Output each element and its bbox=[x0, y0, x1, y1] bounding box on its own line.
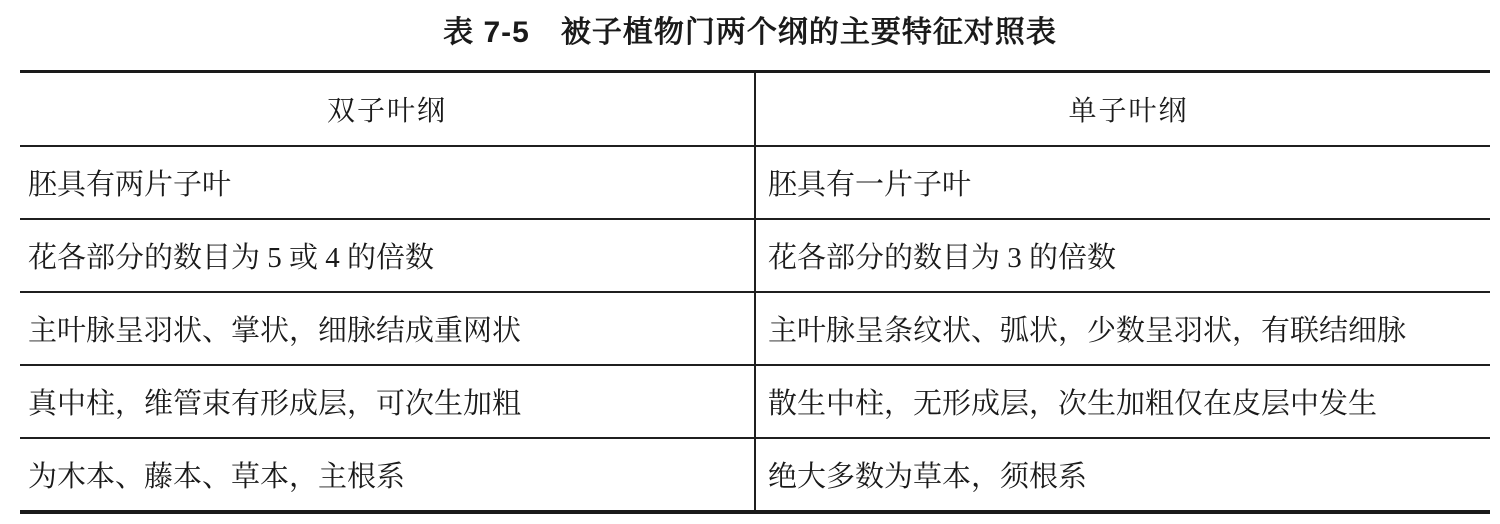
table-row bbox=[20, 438, 1490, 512]
column-header-dicotyledons: 双子叶纲 bbox=[20, 72, 755, 147]
table-row bbox=[20, 146, 1490, 219]
cell-dicot-habit-roots: 为木本、藤本、草本，主根系 bbox=[20, 438, 755, 512]
cell-dicot-embryo: 胚具有两片子叶 bbox=[20, 146, 755, 219]
header-row bbox=[20, 72, 1490, 147]
column-header-monocotyledons: 单子叶纲 bbox=[755, 72, 1490, 147]
scanned-page bbox=[0, 10, 1500, 524]
cell-monocot-flower-parts: 花各部分的数目为 3 的倍数 bbox=[755, 219, 1490, 292]
table-row bbox=[20, 292, 1490, 365]
table-title: 表 7-5 被子植物门两个纲的主要特征对照表 bbox=[443, 16, 1057, 49]
cell-monocot-leaf-veins: 主叶脉呈条纹状、弧状，少数呈羽状，有联结细脉 bbox=[755, 292, 1490, 365]
cell-monocot-embryo: 胚具有一片子叶 bbox=[755, 146, 1490, 219]
table-row bbox=[20, 365, 1490, 438]
cell-monocot-habit-roots: 绝大多数为草本，须根系 bbox=[768, 461, 1088, 493]
cell-dicot-stele: 真中柱，维管束有形成层，可次生加粗 bbox=[20, 365, 755, 438]
table-row bbox=[20, 219, 1490, 292]
cell-dicot-flower-parts: 花各部分的数目为 5 或 4 的倍数 bbox=[20, 219, 755, 292]
comparison-table bbox=[20, 70, 1490, 514]
cell-dicot-leaf-veins: 主叶脉呈羽状、掌状，细脉结成重网状 bbox=[20, 292, 755, 365]
cell-monocot-stele: 散生中柱，无形成层，次生加粗仅在皮层中发生 bbox=[755, 365, 1490, 438]
